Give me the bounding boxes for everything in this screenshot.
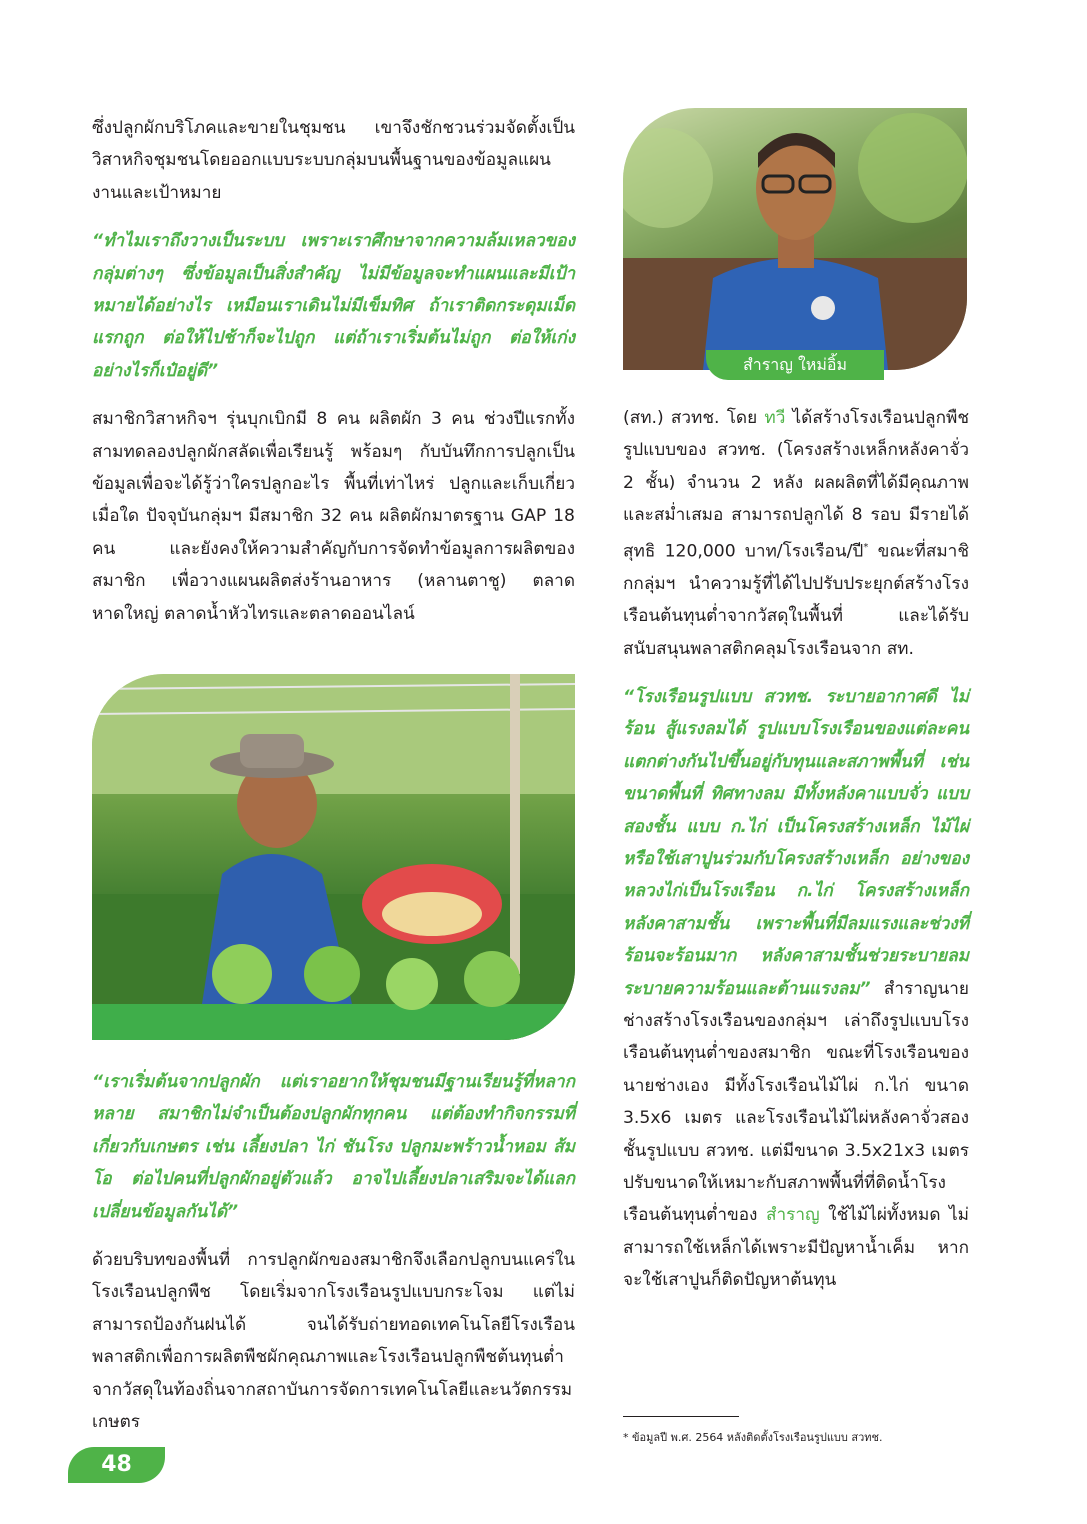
- left-column-lower: [92, 1066, 575, 1438]
- highlight-name: สำราญ: [765, 1205, 820, 1226]
- paragraph: (สท.) สวทช. โดย ทวี ได้สร้างโรงเรือนปลูกพืชรูปแบบของ สวทช. (โครงสร้างเหล็กหลังคาจั่ว 2 ชั้น) จำนวน 2 หลัง ผลผลิตที่ได้มีคุณภาพและสม่ำเสมอ สามารถปลูกได้ 8 รอบ มีรายได้สุทธิ 120,000 บาท/โรงเรือน/ปี* ขณะที่สมาชิกกลุ่มฯ นำความรู้ที่ได้ไปปรับประยุกต์สร้างโรงเรือนต้นทุนต่ำจากวัสดุในพื้นที่ และได้รับสนับสนุนพลาสติกคลุมโรงเรือนจาก สท.: [623, 408, 970, 659]
- highlight-name: ทวี: [764, 408, 786, 428]
- paragraph: สมาชิกวิสาหกิจฯ รุ่นบุกเบิกมี 8 คน ผลิตผัก 3 คน ช่วงปีแรกทั้งสามทดลองปลูกผักสลัดเพื่อเรียนรู้ พร้อมๆ กับบันทึกการปลูกเป็นข้อมูลเพื่อจะได้รู้ว่าใครปลูกอะไร พื้นที่เท่าไหร่ ปลูกและเก็บเกี่ยวเมื่อใด ปัจจุบันกลุ่มฯ มีสมาชิก 32 คน ผลิตผักมาตรฐาน GAP 18 คน และยังคงให้ความสำคัญกับการจัดทำข้อมูลการผลิตของสมาชิก เพื่อวางแผนผลิตส่งร้านอาหาร (หลานตาชู) ตลาดหาดใหญ่ ตลาดน้ำหัวไทรและตลาดออนไลน์: [92, 409, 575, 624]
- portrait-illustration: [623, 108, 967, 370]
- pull-quote: “โรงเรือนรูปแบบ สวทช. ระบายอากาศดี ไม่ร้อน สู้แรงลมได้ รูปแบบโรงเรือนของแต่ละคนแตกต่างกันไปขึ้นอยู่กับทุนและสภาพพื้นที่ เช่น ขนาดพื้นที่ ทิศทางลม มีทั้งหลังคาแบบจั่ว แบบสองชั้น แบบ ก.ไก่ เป็นโครงสร้างเหล็ก ไม้ไผ่ หรือใช้เสาปูนร่วมกับโครงสร้างเหล็ก อย่างของหลวงไก่เป็นโรงเรือน ก.ไก่ โครงสร้างเหล็กหลังคาสามชั้น เพราะพื้นที่มีลมแรงและช่วงที่ร้อนจะร้อนมาก หลังคาสามชั้นช่วยระบายลมระบายความร้อนและต้านแรงลม”: [623, 686, 969, 999]
- footnote-rule: [623, 1416, 739, 1417]
- page-number: 48: [68, 1447, 165, 1483]
- photo-caption: สำราญ ใหม่อิ้ม: [706, 350, 884, 380]
- left-column: [92, 112, 575, 630]
- garden-illustration: [92, 674, 575, 1040]
- footnote: * ข้อมูลปี พ.ศ. 2564 หลังติดตั้งโรงเรือนรูปแบบ สวทช.: [623, 1431, 883, 1444]
- paragraph: ซึ่งปลูกผักบริโภคและขายในชุมชน เขาจึงชักชวนร่วมจัดตั้งเป็นวิสาหกิจชุมชนโดยออกแบบระบบกลุ่มบนพื้นฐานของข้อมูลแผนงานและเป้าหมาย: [92, 118, 575, 203]
- footnote-marker: *: [863, 541, 869, 553]
- pull-quote: “เราเริ่มต้นจากปลูกผัก แต่เราอยากให้ชุมชนมีฐานเรียนรู้ที่หลากหลาย สมาชิกไม่จำเป็นต้องปลูกผักทุกคน แต่ต้องทำกิจกรรมที่เกี่ยวกับเกษตร เช่น เลี้ยงปลา ไก่ ชันโรง ปลูกมะพร้าวน้ำหอม ส้มโอ ต่อไปคนที่ปลูกผักอยู่ตัวแล้ว อาจไปเลี้ยงปลาเสริมจะได้แลกเปลี่ยนข้อมูลกันได้”: [92, 1072, 575, 1222]
- garden-photo: [92, 674, 575, 1040]
- paragraph: ด้วยบริบทของพื้นที่ การปลูกผักของสมาชิกจึงเลือกปลูกบนแคร่ในโรงเรือนปลูกพืช โดยเริ่มจากโรงเรือนรูปแบบกระโจม แต่ไม่สามารถป้องกันฝนได้ จนได้รับถ่ายทอดเทคโนโลยีโรงเรือนพลาสติกเพื่อการผลิตพืชผักคุณภาพและโรงเรือนปลูกพืชต้นทุนต่ำจากวัสดุในท้องถิ่นจากสถาบันการจัดการเทคโนโลยีและนวัตกรรมเกษตร: [92, 1250, 575, 1433]
- portrait-photo: [623, 108, 967, 370]
- pull-quote: “ทำไมเราถึงวางเป็นระบบ เพราะเราศึกษาจากความล้มเหลวของกลุ่มต่างๆ ซึ่งข้อมูลเป็นสิ่งสำคัญ ไม่มีข้อมูลจะทำแผนและมีเป้าหมายได้อย่างไร เหมือนเราเดินไม่มีเข็มทิศ ถ้าเราติดกระดุมเม็ดแรกถูก ต่อให้ไปช้าก็จะไปถูก แต่ถ้าเราเริ่มต้นไม่ถูก ต่อให้เก่งอย่างไรก็เป๋อยู่ดี”: [92, 231, 575, 381]
- right-column: [623, 402, 969, 1297]
- paragraph: “โรงเรือนรูปแบบ สวทช. ระบายอากาศดี ไม่ร้อน สู้แรงลมได้ รูปแบบโรงเรือนของแต่ละคนแตกต่างกันไปขึ้นอยู่กับทุนและสภาพพื้นที่ เช่น ขนาดพื้นที่ ทิศทางลม มีทั้งหลังคาแบบจั่ว แบบสองชั้น แบบ ก.ไก่ เป็นโครงสร้างเหล็ก ไม้ไผ่ หรือใช้เสาปูนร่วมกับโครงสร้างเหล็ก อย่างของหลวงไก่เป็นโรงเรือน ก.ไก่ โครงสร้างเหล็กหลังคาสามชั้น เพราะพื้นที่มีลมแรงและช่วงที่ร้อนจะร้อนมาก หลังคาสามชั้นช่วยระบายลมระบายความร้อนและต้านแรงลม” สำราญนายช่างสร้างโรงเรือนของกลุ่มฯ เล่าถึงรูปแบบโรงเรือนต้นทุนต่ำของสมาชิก ขณะที่โรงเรือนของนายช่างเอง มีทั้งโรงเรือนไม้ไผ่ ก.ไก่ ขนาด 3.5x6 เมตร และโรงเรือนไม้ไผ่หลังคาจั่วสองชั้นรูปแบบ สวทช. แต่มีขนาด 3.5x21x3 เมตร ปรับขนาดให้เหมาะกับสภาพพื้นที่ที่ติดน้ำโรงเรือนต้นทุนต่ำของ สำราญ ใช้ไม้ไผ่ทั้งหมด ไม่สามารถใช้เหล็กได้เพราะมีปัญหาน้ำเค็ม หากจะใช้เสาปูนก็ติดปัญหาต้นทุน: [623, 686, 969, 1291]
